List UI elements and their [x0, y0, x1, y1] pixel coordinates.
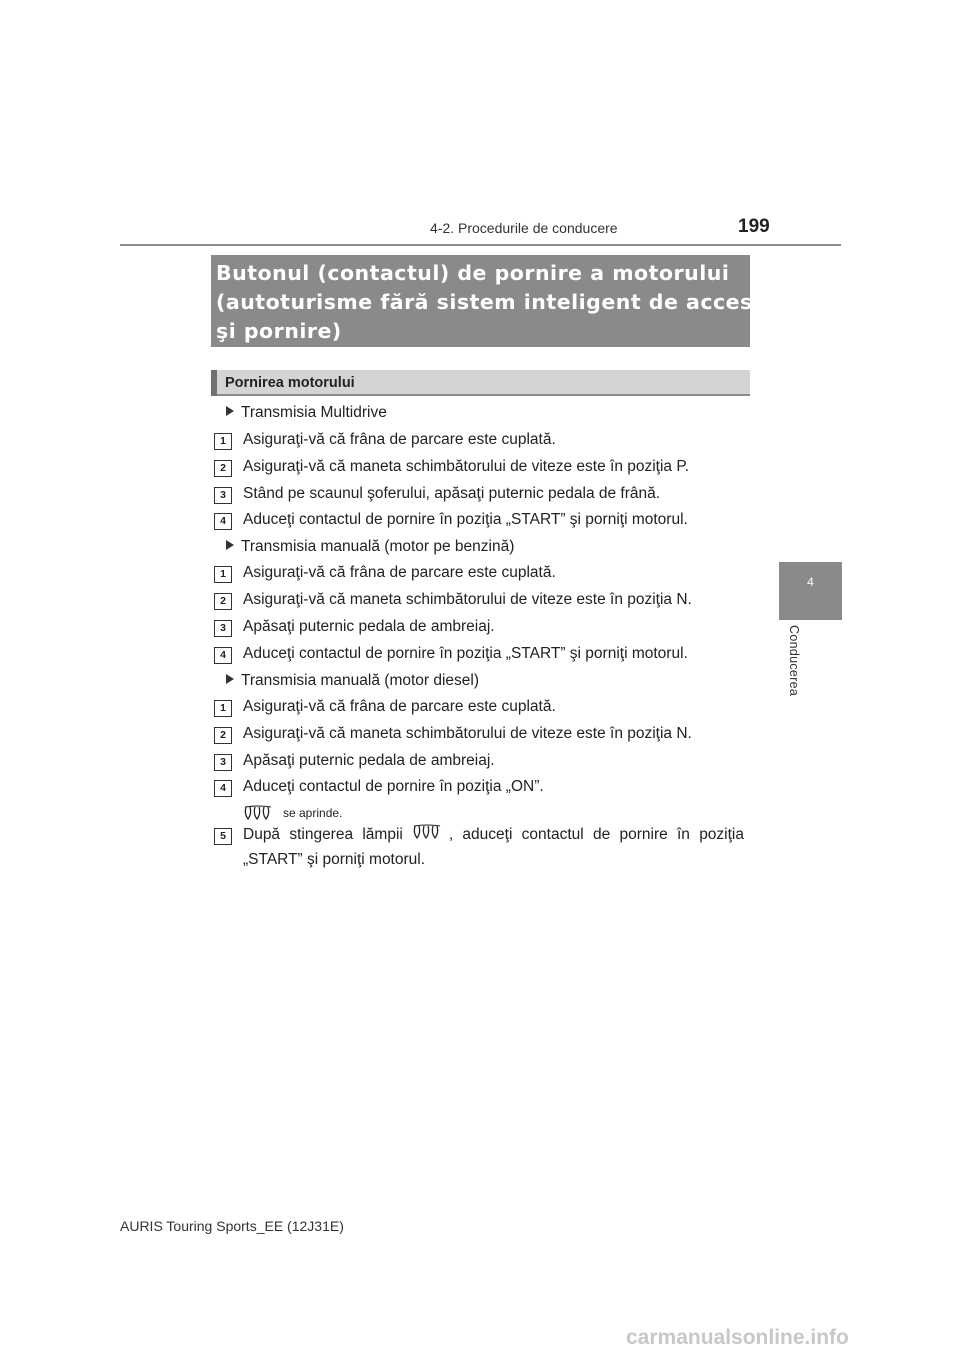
step-text: Aduceţi contactul de pornire în poziţia „START” şi porniţi motorul. [243, 645, 688, 662]
running-header-section: 4-2. Procedurile de conducere [430, 220, 618, 236]
chapter-label: Conducerea [787, 625, 801, 697]
step-number-badge: 2 [214, 460, 232, 477]
chapter-number: 4 [807, 575, 814, 589]
procedure-heading: Transmisia manuală (motor pe benzină) [226, 538, 514, 556]
step-number-badge: 4 [214, 513, 232, 530]
note-text: se aprinde. [283, 806, 343, 820]
glow-plug-indicator-icon [243, 805, 273, 821]
title-line: (autoturisme fără sistem inteligent de acces [216, 290, 753, 314]
step-text-continued: „START” şi porniţi motorul. [243, 851, 426, 868]
step-number-badge: 2 [214, 727, 232, 744]
triangle-bullet-icon [226, 406, 234, 416]
step-text: Apăsaţi puternic pedala de ambreiaj. [243, 752, 495, 769]
header-rule [120, 244, 841, 246]
step-number-badge: 3 [214, 754, 232, 771]
subsection-accent-bar [211, 370, 217, 396]
step-number-badge: 3 [214, 487, 232, 504]
indicator-note [243, 805, 342, 821]
procedure-heading: Transmisia manuală (motor diesel) [226, 672, 479, 690]
step-text: Stând pe scaunul şoferului, apăsaţi puternic pedala de frână. [243, 485, 661, 502]
subsection-title: Pornirea motorului [225, 375, 355, 391]
subsection-header [211, 370, 750, 396]
glow-plug-indicator-icon [412, 824, 442, 840]
step-text: Apăsaţi puternic pedala de ambreiaj. [243, 618, 495, 635]
step-number-badge: 3 [214, 620, 232, 637]
step-number-badge: 2 [214, 593, 232, 610]
step-number-badge: 1 [214, 700, 232, 717]
triangle-bullet-icon [226, 674, 234, 684]
step-text: Asiguraţi-vă că maneta schimbătorului de viteze este în poziţia N. [243, 725, 692, 742]
step-number-badge: 4 [214, 780, 232, 797]
step-number-badge: 5 [214, 828, 232, 845]
title-line: şi pornire) [216, 319, 342, 343]
step-number-badge: 1 [214, 566, 232, 583]
title-line: Butonul (contactul) de pornire a motorului [216, 261, 730, 285]
section-title-box [211, 255, 753, 347]
chapter-tab [779, 562, 842, 620]
watermark: carmanualsonline.info [626, 1326, 849, 1349]
step-text: Aduceţi contactul de pornire în poziţia „START” şi porniţi motorul. [243, 511, 688, 528]
step-text: Asiguraţi-vă că frâna de parcare este cuplată. [243, 698, 556, 715]
procedure-heading: Transmisia Multidrive [226, 404, 387, 422]
step-text: Asiguraţi-vă că frâna de parcare este cuplată. [243, 431, 556, 448]
step-text: Asiguraţi-vă că maneta schimbătorului de viteze este în poziţia P. [243, 458, 690, 475]
triangle-bullet-icon [226, 540, 234, 550]
step-number-badge: 4 [214, 647, 232, 664]
step-text: Asiguraţi-vă că maneta schimbătorului de viteze este în poziţia N. [243, 591, 692, 608]
document-footer: AURIS Touring Sports_EE (12J31E) [120, 1218, 344, 1234]
page-number: 199 [738, 216, 770, 237]
step-text: După stingerea lămpii , aduceţi contactul de pornire în poziţia [243, 826, 744, 843]
step-text: Aduceţi contactul de pornire în poziţia „ON”. [243, 778, 544, 795]
step-number-badge: 1 [214, 433, 232, 450]
step-text: Asiguraţi-vă că frâna de parcare este cuplată. [243, 564, 556, 581]
